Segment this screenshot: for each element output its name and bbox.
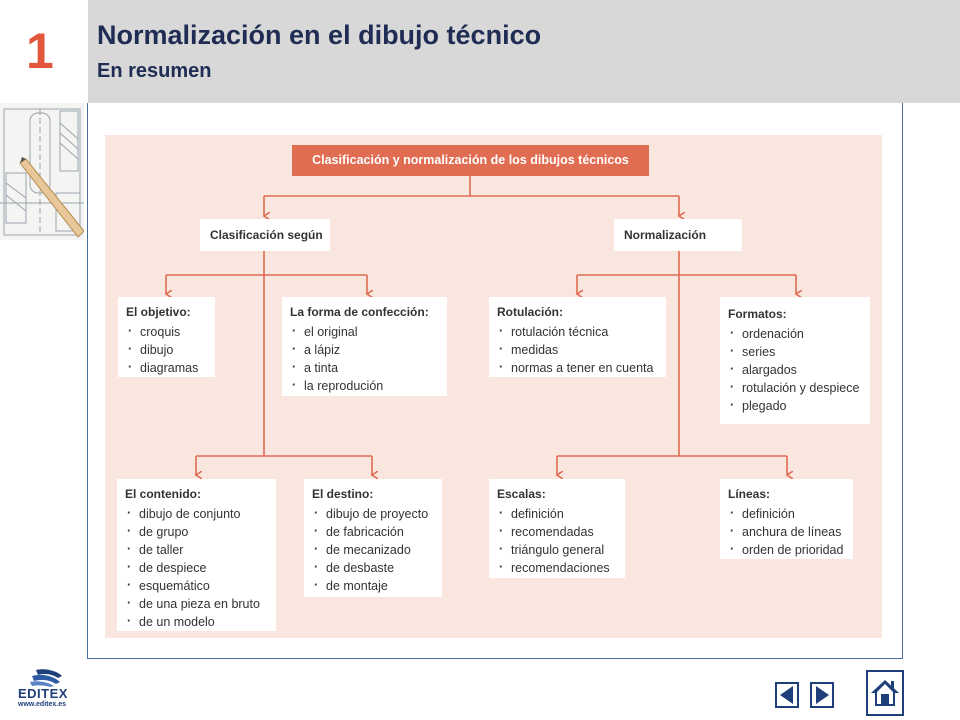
- editex-logo-url: www.editex.es: [18, 701, 66, 708]
- box-lineas-list: [728, 505, 845, 559]
- list-item: · de despiece: [125, 559, 268, 577]
- list-item: · esquemático: [125, 577, 268, 595]
- box-destino-title: El destino:: [312, 487, 374, 501]
- list-item: · de desbaste: [312, 559, 434, 577]
- list-item: · de mecanizado: [312, 541, 434, 559]
- list-item: · plegado: [728, 397, 862, 415]
- page-title: Normalización en el dibujo técnico: [97, 20, 542, 50]
- list-item: · normas a tener en cuenta: [497, 359, 658, 377]
- triangle-right-icon: [812, 684, 832, 706]
- list-item: · croquis: [126, 323, 207, 341]
- box-escalas: [489, 479, 625, 578]
- node-clasificacion: Clasificación según: [200, 219, 330, 251]
- list-item: · definición: [497, 505, 617, 523]
- list-item: · a lápiz: [290, 341, 439, 359]
- list-item: · de montaje: [312, 577, 434, 595]
- list-item: · anchura de líneas: [728, 523, 845, 541]
- list-item: · de grupo: [125, 523, 268, 541]
- list-item: · definición: [728, 505, 845, 523]
- box-rotulacion: [489, 297, 666, 377]
- node-normalizacion: Normalización: [614, 219, 742, 251]
- box-objetivo-list: [126, 323, 207, 377]
- box-escalas-list: [497, 505, 617, 577]
- list-item: · rotulación técnica: [497, 323, 658, 341]
- box-rotulacion-title: Rotulación:: [497, 305, 563, 319]
- box-lineas: [720, 479, 853, 559]
- box-rotulacion-list: [497, 323, 658, 377]
- list-item: · la reprodución: [290, 377, 439, 395]
- list-item: · de fabricación: [312, 523, 434, 541]
- list-item: · dibujo de proyecto: [312, 505, 434, 523]
- box-forma-confeccion: [282, 297, 447, 396]
- box-destino-list: [312, 505, 434, 595]
- list-item: · rotulación y despiece: [728, 379, 862, 397]
- list-item: · de un modelo: [125, 613, 268, 631]
- triangle-left-icon: [777, 684, 797, 706]
- box-contenido-title: El contenido:: [125, 487, 201, 501]
- list-item: · series: [728, 343, 862, 361]
- diagram-root-node: Clasificación y normalización de los dibujos técnicos: [292, 145, 649, 176]
- list-item: · medidas: [497, 341, 658, 359]
- list-item: · recomendadas: [497, 523, 617, 541]
- editex-logo-text: EDITEX: [18, 686, 68, 701]
- box-objetivo: [118, 297, 215, 377]
- technical-drawing-illustration: [0, 103, 84, 240]
- list-item: · el original: [290, 323, 439, 341]
- list-item: · alargados: [728, 361, 862, 379]
- prev-button[interactable]: [775, 682, 799, 708]
- list-item: · a tinta: [290, 359, 439, 377]
- box-objetivo-title: El objetivo:: [126, 305, 191, 319]
- list-item: · dibujo de conjunto: [125, 505, 268, 523]
- list-item: · de una pieza en bruto: [125, 595, 268, 613]
- home-icon: [868, 672, 902, 714]
- box-lineas-title: Líneas:: [728, 487, 771, 501]
- header-bar: [88, 0, 960, 103]
- box-contenido-list: [125, 505, 268, 631]
- home-button[interactable]: [866, 670, 904, 716]
- list-item: · diagramas: [126, 359, 207, 377]
- box-forma-list: [290, 323, 439, 395]
- next-button[interactable]: [810, 682, 834, 708]
- box-contenido: [117, 479, 276, 631]
- chapter-number: 1: [26, 23, 54, 79]
- list-item: · de taller: [125, 541, 268, 559]
- box-formatos-list: [728, 325, 862, 415]
- list-item: · orden de prioridad: [728, 541, 845, 559]
- list-item: · dibujo: [126, 341, 207, 359]
- page-subtitle: En resumen: [97, 60, 212, 82]
- list-item: · triángulo general: [497, 541, 617, 559]
- box-escalas-title: Escalas:: [497, 487, 546, 501]
- list-item: · recomendaciones: [497, 559, 617, 577]
- box-formatos: [720, 297, 870, 424]
- box-destino: [304, 479, 442, 597]
- list-item: · ordenación: [728, 325, 862, 343]
- box-formatos-title: Formatos:: [728, 307, 787, 321]
- box-forma-title: La forma de confección:: [290, 305, 429, 319]
